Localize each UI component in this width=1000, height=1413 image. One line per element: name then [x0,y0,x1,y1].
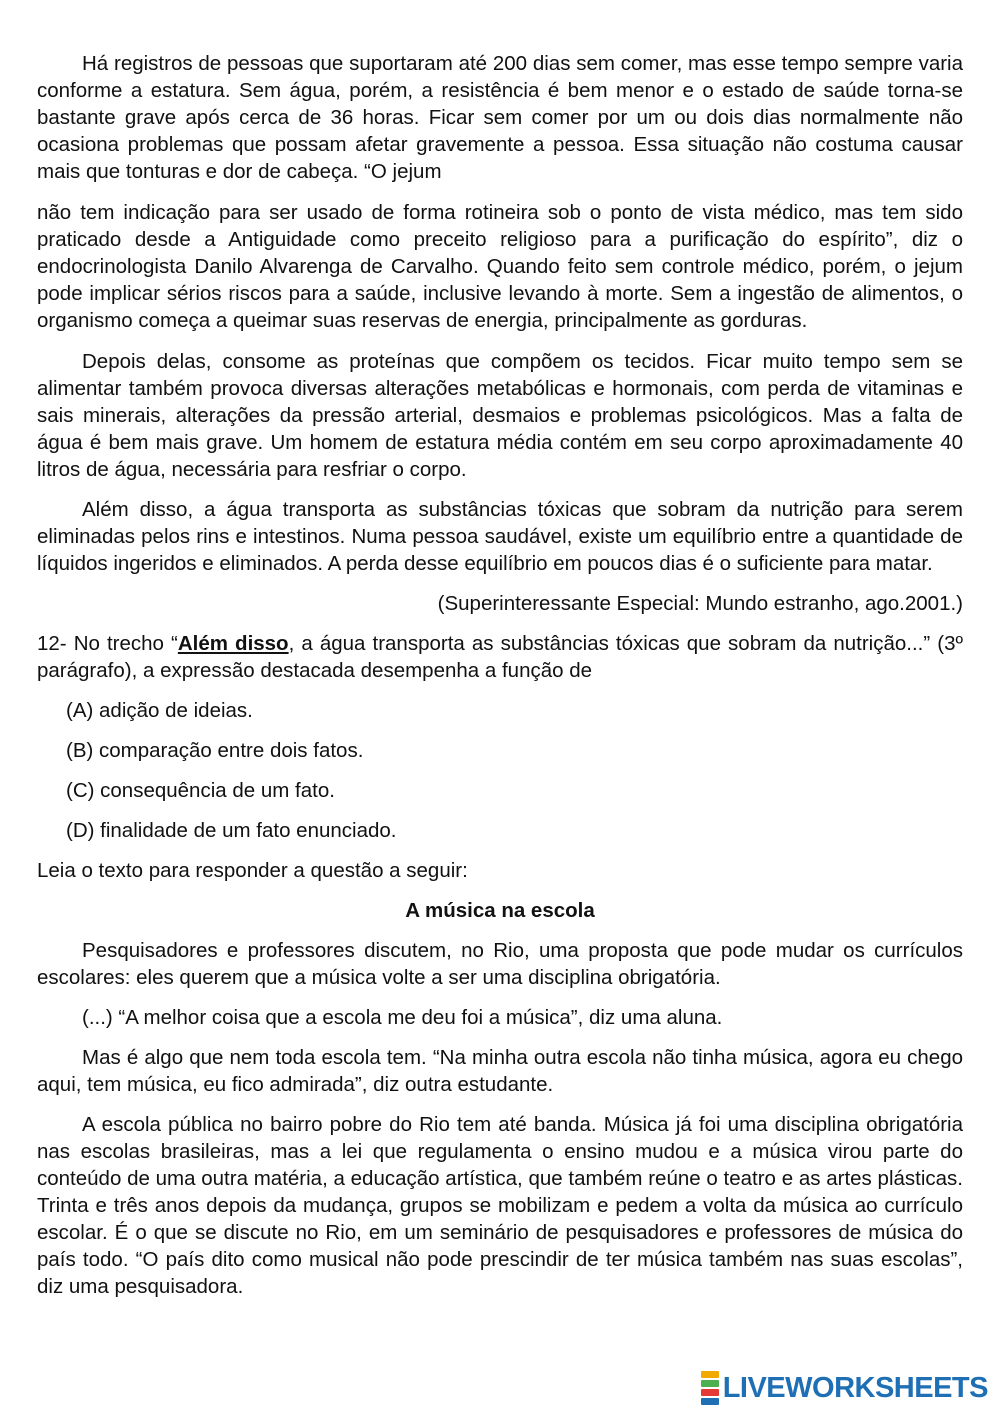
question-12-suffix: , a água transporta as substâncias tóxicas que sobram da nutrição...” (3º parágrafo), a expressão destacada desempenha a função de [37,632,963,682]
liveworksheets-logo-icon [701,1371,719,1405]
liveworksheets-logo-text: LIVEWORKSHEETS [722,1371,988,1404]
text2-paragraph-4: A escola pública no bairro pobre do Rio tem até banda. Música já foi uma disciplina obrigatória nas escolas brasileiras, mas a lei que regulamenta o ensino mudou e a música virou parte do conteúdo de uma outra matéria, a educação artística, que também reúne o teatro e as artes plásticas. Trinta e três anos depois da mudança, grupos se mobilizam e pedem a volta da música ao currículo escolar. É o que se discute no Rio, em um seminário de pesquisadores e professores de música do país todo. “O país dito como musical não pode prescindir de ter música também nas suas escolas”, diz uma pesquisadora. [37,1113,963,1298]
text1-citation: (Superinteressante Especial: Mundo estranho, ago.2001.) [437,592,963,615]
logo-bar-4 [701,1398,719,1405]
text1-paragraph-2: Depois delas, consome as proteínas que compõem os tecidos. Ficar muito tempo sem se alimentar também provoca diversas alterações metabólicas e hormonais, com perda de vitaminas e sais minerais, alterações da pressão arterial, desmaios e problemas psicológicos. Mas a falta de água é bem mais grave. Um homem de estatura média contém em seu corpo aproximadamente 40 litros de água, necessária para resfriar o corpo. [37,350,963,481]
question-12-prefix: 12- No trecho “ [37,632,178,655]
text1-paragraph-3: Além disso, a água transporta as substâncias tóxicas que sobram da nutrição para serem eliminadas pelos rins e intestinos. Numa pessoa saudável, existe um equilíbrio entre a quantidade de líquidos ingeridos e eliminados. A perda desse equilíbrio em poucos dias é o suficiente para matar. [37,498,963,575]
option-c[interactable]: (C) consequência de um fato. [66,779,335,802]
option-b[interactable]: (B) comparação entre dois fatos. [66,739,364,762]
option-d[interactable]: (D) finalidade de um fato enunciado. [66,819,397,842]
question-12 [37,630,963,684]
logo-bar-3 [701,1389,719,1396]
text2-paragraph-2: (...) “A melhor coisa que a escola me deu foi a música”, diz uma aluna. [82,1006,723,1029]
text1-paragraph-1-continued: não tem indicação para ser usado de forma rotineira sob o ponto de vista médico, mas tem sido praticado desde a Antiguidade como preceito religioso para a purificação do espírito”, diz o endocrinologista Danilo Alvarenga de Carvalho. Quando feito sem controle médico, porém, o jejum pode implicar sérios riscos para a saúde, inclusive levando à morte. Sem a ingestão de alimentos, o organismo começa a queimar suas reservas de energia, principalmente as gorduras. [37,201,963,332]
liveworksheets-logo [697,1369,992,1407]
option-a[interactable]: (A) adição de ideias. [66,699,253,722]
text2-paragraph-3: Mas é algo que nem toda escola tem. “Na minha outra escola não tinha música, agora eu chego aqui, tem música, eu fico admirada”, diz outra estudante. [37,1046,963,1096]
worksheet-page [37,50,963,1313]
logo-bar-2 [701,1380,719,1387]
text1-paragraph-1: Há registros de pessoas que suportaram até 200 dias sem comer, mas esse tempo sempre varia conforme a estatura. Sem água, porém, a resistência é bem menor e o estado de saúde torna-se bastante grave após cerca de 36 horas. Ficar sem comer por um ou dois dias normalmente não ocasiona problemas que possam afetar gravemente a pessoa. Essa situação não costuma causar mais que tonturas e dor de cabeça. “O jejum [37,52,963,183]
reading-instruction: Leia o texto para responder a questão a seguir: [37,859,468,882]
text2-title: A música na escola [405,899,595,922]
question-12-highlight: Além disso [177,632,289,655]
logo-bar-1 [701,1371,719,1378]
text2-paragraph-1: Pesquisadores e professores discutem, no Rio, uma proposta que pode mudar os currículos escolares: eles querem que a música volte a ser uma disciplina obrigatória. [37,939,963,989]
